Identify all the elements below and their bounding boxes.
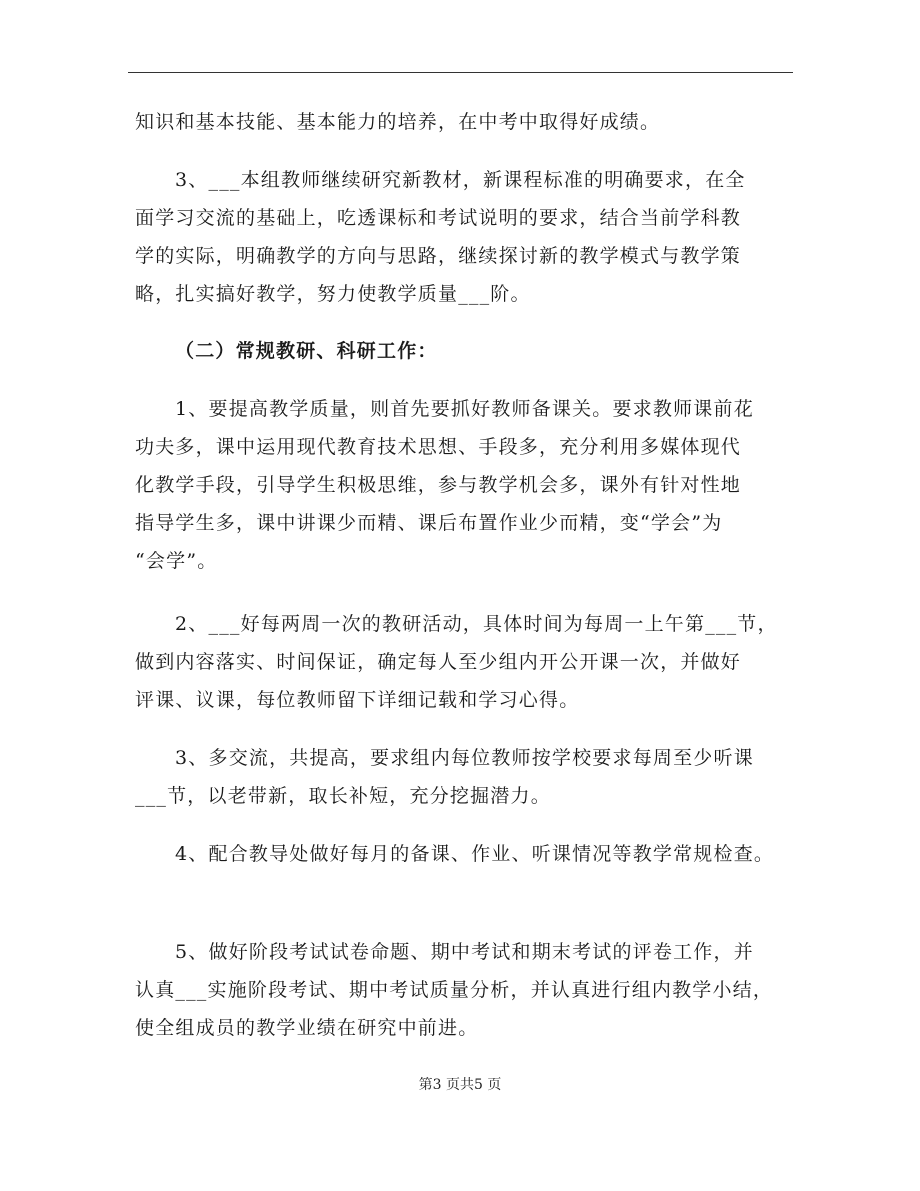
paragraph-line: 3、多交流，共提高，要求组内每位教师按学校要求每周至少听课 — [175, 747, 754, 769]
paragraph-line: 功夫多，课中运用现代教育技术思想、手段多，充分利用多媒体现代 — [135, 436, 742, 458]
paragraph-line: 使全组成员的教学业绩在研究中前进。 — [135, 1017, 479, 1039]
paragraph-line: 指导学生多，课中讲课少而精、课后布置作业少而精，变“学会”为 — [135, 512, 723, 534]
paragraph-line: 面学习交流的基础上，吃透课标和考试说明的要求，结合当前学科教 — [135, 207, 742, 229]
paragraph-line: 2、___好每两周一次的教研活动，具体时间为每周一上午第___节， — [175, 613, 778, 635]
paragraph-line: 5、做好阶段考试试卷命题、期中考试和期末考试的评卷工作，并 — [175, 941, 754, 963]
paragraph-line: 1、要提高教学质量，则首先要抓好教师备课关。要求教师课前花 — [175, 398, 754, 420]
page-number: 第3 页共5 页 — [418, 1077, 502, 1093]
paragraph-line: ___节，以老带新，取长补短，充分挖掘潜力。 — [135, 785, 551, 807]
header-rule — [128, 72, 793, 73]
paragraph-line: 做到内容落实、时间保证，确定每人至少组内开公开课一次，并做好 — [135, 651, 742, 673]
section-heading: （二）常规教研、科研工作： — [175, 340, 438, 362]
paragraph-line: 3、___本组教师继续研究新教材，新课程标准的明确要求，在全 — [175, 169, 746, 191]
paragraph-line: 4、配合教导处做好每月的备课、作业、听课情况等教学常规检查。 — [175, 843, 775, 865]
paragraph-line: 化教学手段，引导学生积极思维，参与教学机会多，课外有针对性地 — [135, 474, 742, 496]
paragraph-line: 认真___实施阶段考试、期中考试质量分析，并认真进行组内教学小结， — [135, 979, 774, 1001]
paragraph-line: “会学”。 — [135, 550, 218, 572]
paragraph-line: 学的实际，明确教学的方向与思路，继续探讨新的教学模式与教学策 — [135, 245, 742, 267]
paragraph-line: 知识和基本技能、基本能力的培养，在中考中取得好成绩。 — [135, 111, 661, 133]
paragraph-line: 评课、议课，每位教师留下详细记载和学习心得。 — [135, 689, 580, 711]
paragraph-line: 略，扎实搞好教学，努力使教学质量___阶。 — [135, 283, 531, 305]
